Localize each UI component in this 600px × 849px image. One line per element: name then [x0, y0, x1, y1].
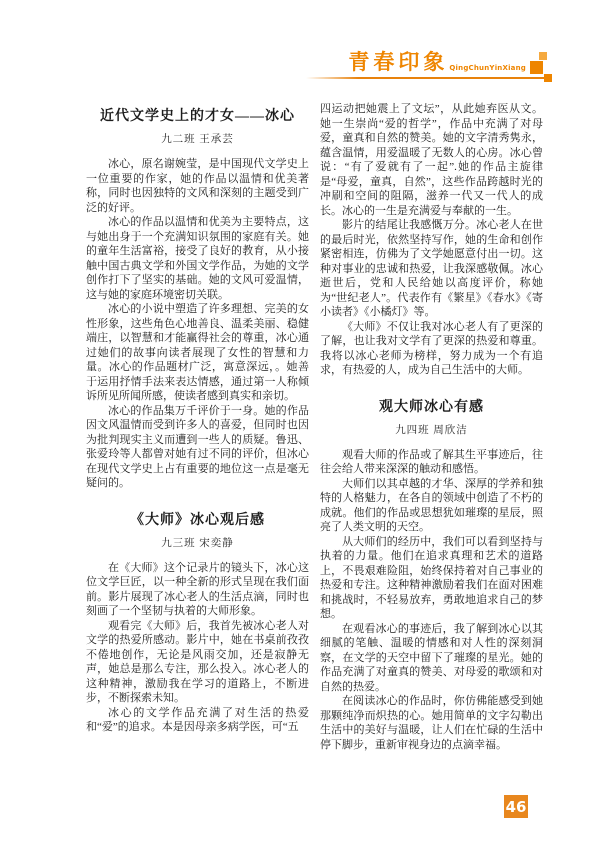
content-columns [0, 102, 600, 752]
article1-author: 九二班 王承芸 [161, 134, 234, 145]
article2-author: 九三班 宋奕静 [161, 537, 234, 549]
section-subtitle-pinyin: QingChunYinXiang [449, 64, 526, 72]
article3-paragraph-1: 观看大师的作品或了解其生平事迹后，往往会给人带来深深的触动和感悟。 [320, 448, 543, 475]
square-icon [544, 74, 552, 82]
section-brand [348, 52, 554, 75]
section-title: 青春印象 [348, 50, 449, 74]
square-icon [539, 52, 547, 60]
article3-paragraph-5: 在阅读冰心的作品时，你仿佛能感受到她那颗纯净而炽热的心。她用简单的文字勾勒出生活中的美好与温暖，让人们在忙碌的生活中停下脚步，重新审视身边的点滴幸福。 [320, 695, 543, 751]
article3-paragraph-2: 大师们以其卓越的才华、深厚的学养和独特的人格魅力，在各自的领域中创造了不朽的成就。他们的作品或思想犹如璀璨的星辰，照亮了人类文明的天空。 [320, 477, 543, 533]
header-rule-line [306, 77, 544, 79]
article2-paragraph-3-start: 冰心的文学作品充满了对生活的热爱和“爱”的追求。本是因母亲多病学医，可“五 [86, 706, 309, 733]
left-column [86, 102, 309, 752]
article2-paragraph-3-continued: 四运动把她震上了文坛”，从此她弃医从文。她一生崇尚“爱的哲学”，作品中充满了对母爱，童真和自然的赞美。她的文字清秀隽永，蕴含温情，用爱温暖了无数人的心房。冰心曾说：“有了爱就有了一起”.她的作品主旋律是“母爱，童真，自然”，这些作品跨越时光的冲刷和空间的阻隔，滋养一代又一代人的成长。冰心的一生是充满爱与奉献的一生。 [320, 103, 543, 217]
article3-author: 九四班 周欣洁 [395, 424, 468, 436]
page-header [0, 0, 600, 100]
article1-paragraph-3: 冰心的小说中塑造了许多理想、完美的女性形象，这些角色心地善良、温柔美丽、稳健端庄，以智慧和才能赢得社会的尊重，冰心通过她们的故事向读者展现了女性的智慧和力量。冰心的作品题材广泛，寓意深远，。她善于运用抒情手法来表达情感，通过第一人称倾诉所见所闻所感，使读者感到真实和亲切。 [86, 303, 309, 402]
article2-paragraph-5: 《大师》不仅让我对冰心老人有了更深的了解，也让我对文学有了更深的热爱和尊重。我将以冰心老师为榜样，努力成为一个有追求，有热爱的人，成为自己生活中的大师。 [320, 320, 543, 376]
right-column [320, 102, 543, 752]
article2-paragraph-4: 影片的结尾让我感慨万分。冰心老人在世的最后时光，依然坚持写作，她的生命和创作紧密相连，仿佛为了文学她愿意付出一切。这种对事业的忠诚和热爱，让我深感敬佩。冰心逝世后，党和人民给她以高度评价，称她为“世纪老人”。代表作有《繁星》《春水》《寄小读者》《小橘灯》等。 [320, 219, 543, 318]
article3-paragraph-4: 在观看冰心的事迹后，我了解到冰心以其细腻的笔触、温暖的情感和对人性的深刻洞察，在文学的天空中留下了璀璨的星光。她的作品充满了对童真的赞美、对母爱的歌颂和对自然的热爱。 [320, 622, 543, 693]
article2-paragraph-1: 在《大师》这个记录片的镜头下，冰心这位文学巨匠，以一种全新的形式呈现在我们面前。影片展现了冰心老人的生活点滴，同时也刻画了一个坚韧与执着的大师形象。 [86, 561, 309, 617]
article1-title: 近代文学史上的才女——冰心 [100, 109, 295, 124]
article3-paragraph-3: 从大师们的经历中，我们可以看到坚持与执着的力量。他们在追求真理和艺术的道路上，不畏艰难险阻，始终保持着对自己事业的热爱和专注。这种精神激励着我们在面对困难和挑战时，不轻易放弃，勇敢地追求自己的梦想。 [320, 535, 543, 620]
article1-paragraph-2: 冰心的作品以温情和优美为主要特点，这与她出身于一个充满知识氛围的家庭有关。她的童年生活富裕，接受了良好的教育，从小接触中国古典文学和外国文学作品，为她的文学创作打下了坚实的基础。她的文风可爱温情，这与她的家庭环境密切关联。 [86, 216, 309, 301]
squares-decoration-icon [530, 52, 554, 82]
page-number-badge: 46 [504, 795, 528, 818]
square-icon [530, 61, 543, 74]
article1-paragraph-1: 冰心，原名谢婉莹，是中国现代文学史上一位重要的作家，她的作品以温情和优美著称，同时也因独特的文风和深刻的主题受到广泛的好评。 [86, 158, 309, 214]
article1-paragraph-4: 冰心的作品集万千评价于一身。她的作品因文风温情而受到许多人的喜爱，但同时也因为批判现实主义而遭到一些人的质疑。鲁迅、张爱玲等人都曾对她有过不同的评价，但冰心在现代文学史上占有重要的地位这一点是毫无疑问的。 [86, 404, 309, 489]
article2-paragraph-2: 观看完《大师》后，我首先被冰心老人对文学的热爱所感动。影片中，她在书桌前孜孜不倦地创作，无论是风雨交加，还是寂静无声，她总是那么专注，那么投入。冰心老人的这种精神，激励我在学习的道路上，不断进步，不断探索未知。 [86, 619, 309, 704]
article2-title: 《大师》冰心观后感 [130, 512, 265, 528]
article3-title: 观大师冰心有感 [379, 399, 484, 415]
